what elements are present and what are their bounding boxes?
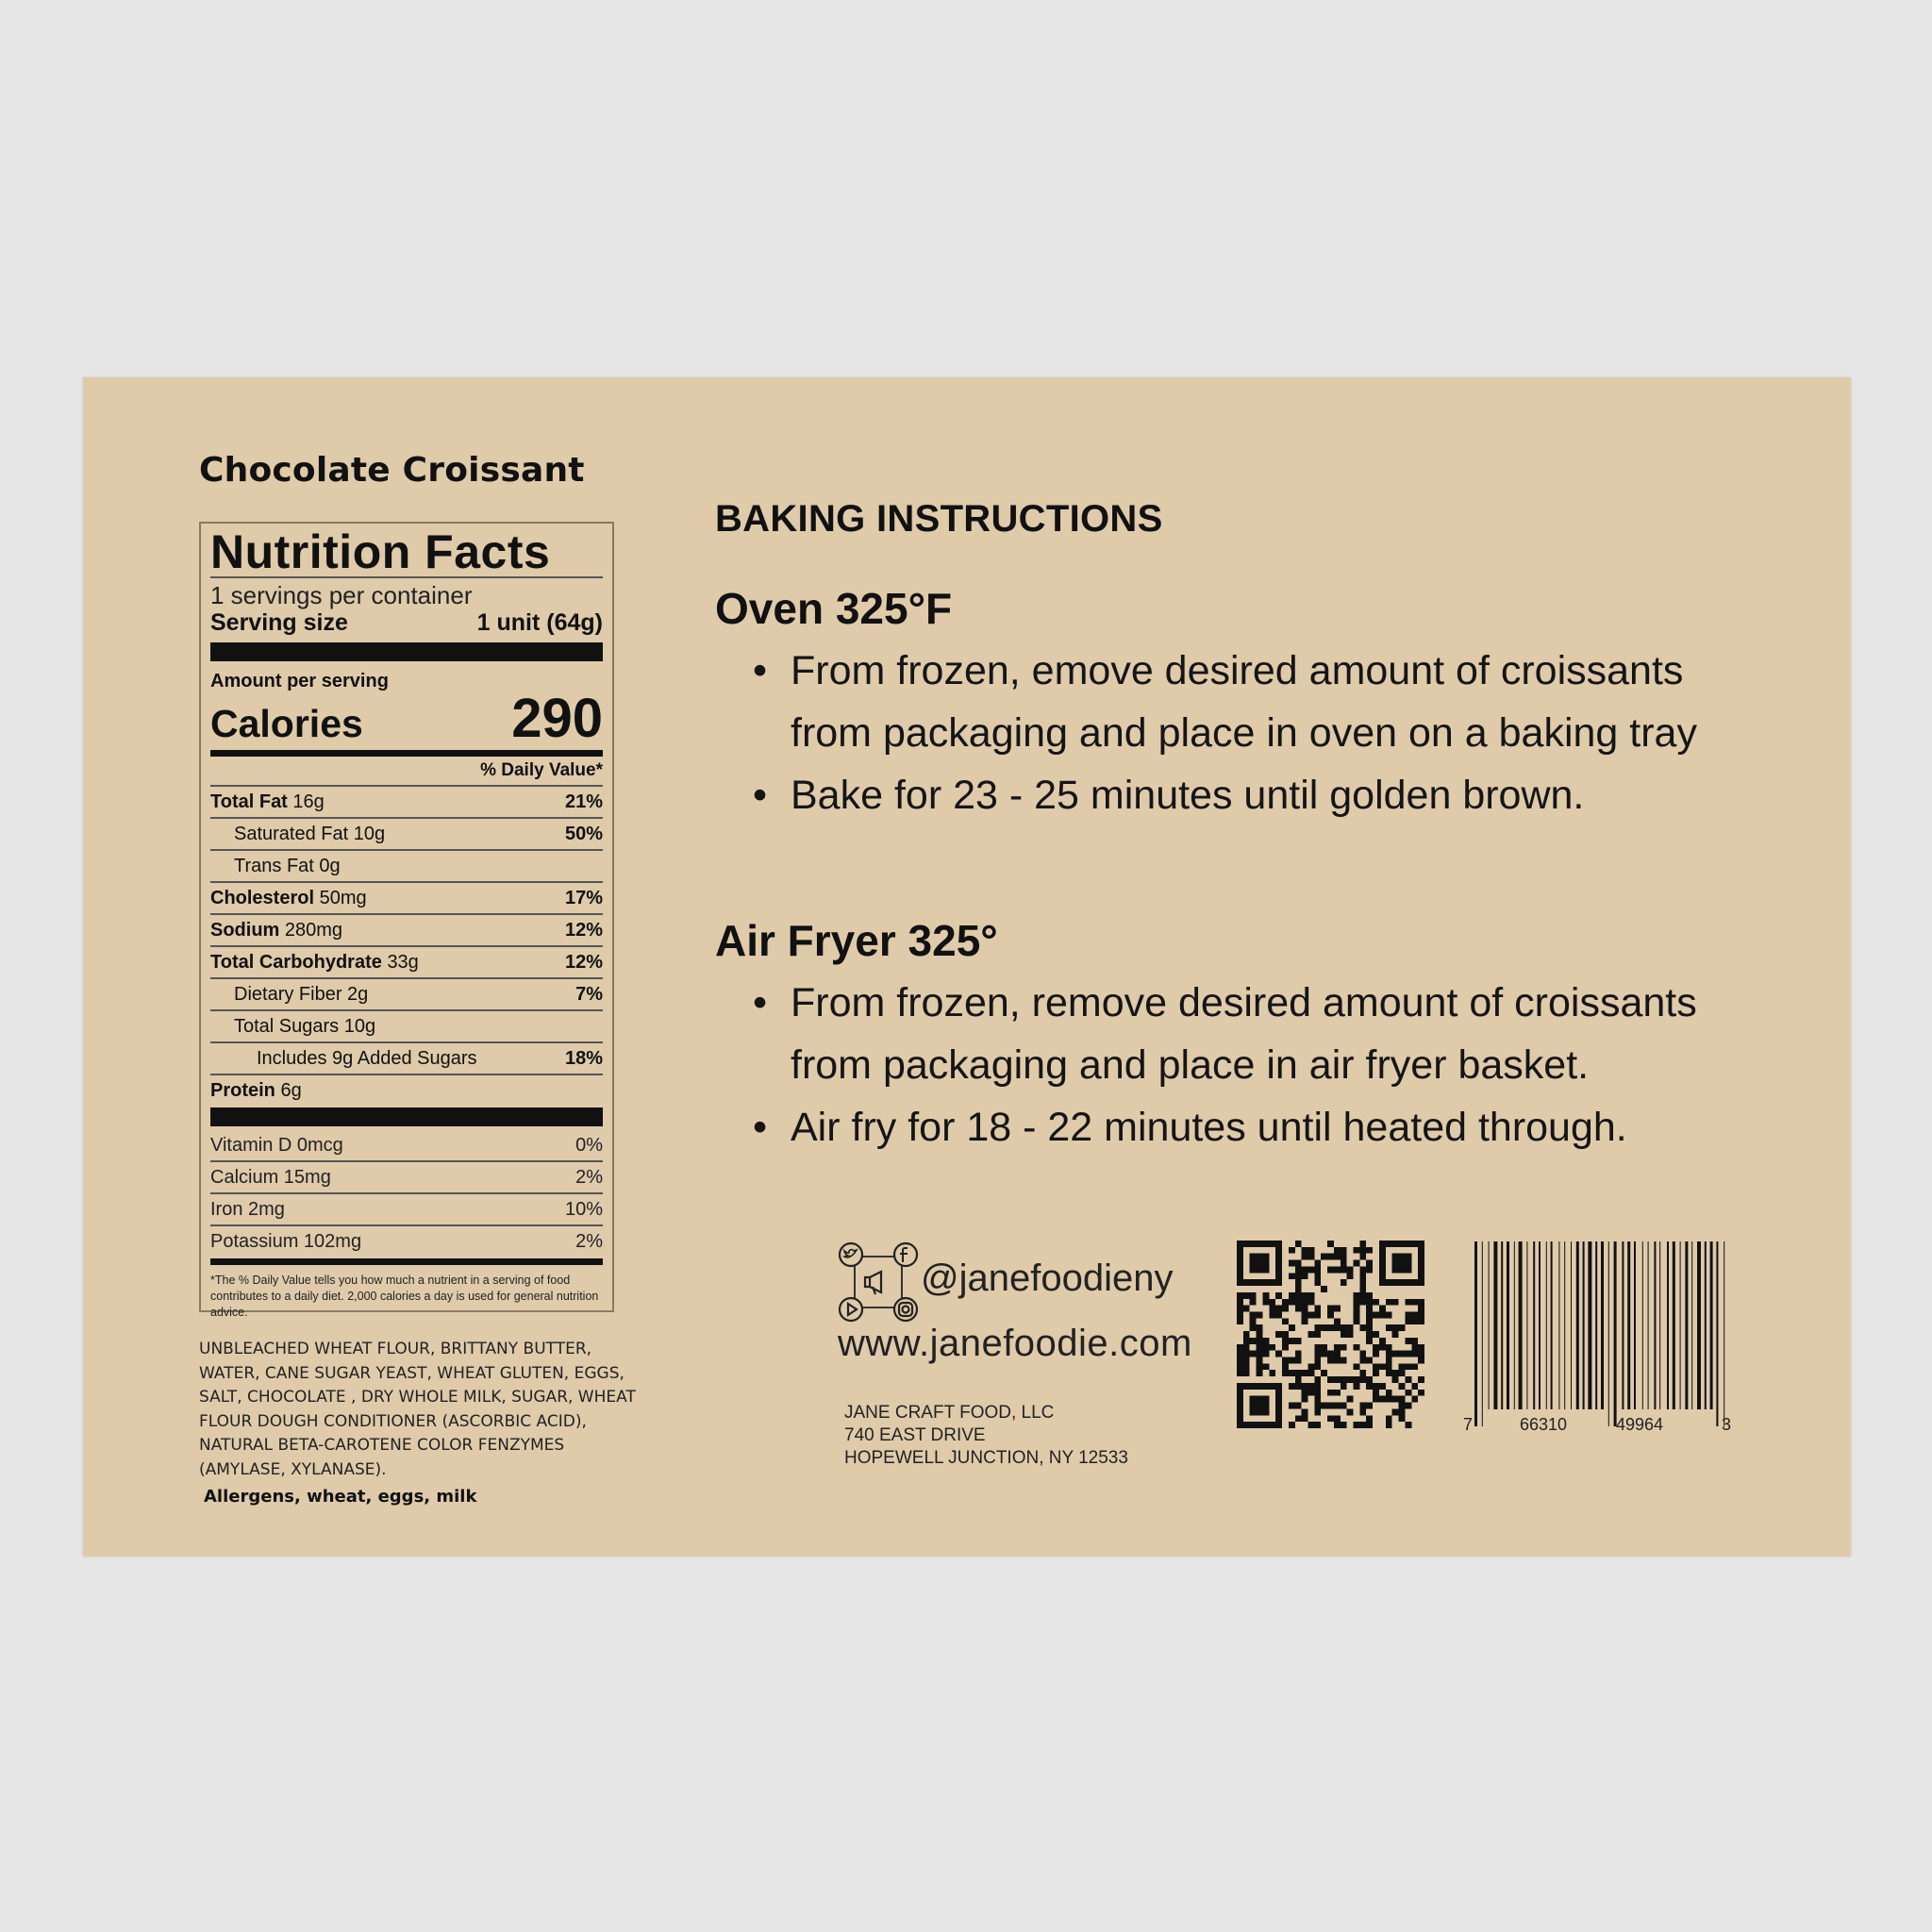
company-address [844, 1402, 1128, 1470]
list-item: • Bake for 23 - 25 minutes until golden brown. [791, 764, 1743, 826]
nutrient-row: Total Sugars 10g [210, 1011, 603, 1043]
list-item: • From frozen, remove desired amount of croissants from packaging and place in air fryer basket. [791, 972, 1743, 1096]
daily-value-header: % Daily Value* [210, 757, 603, 787]
vitamin-row: Potassium 102mg 2% [210, 1230, 603, 1252]
medium-divider [210, 750, 603, 757]
servings-per-container: 1 servings per container [210, 581, 473, 609]
thick-divider [210, 642, 603, 661]
twitter-icon [840, 1243, 862, 1266]
vitamin-row: Vitamin D 0mcg 0% [210, 1130, 603, 1162]
social-icons [836, 1241, 921, 1323]
serving-size-label: Serving size [210, 609, 348, 636]
qr-code[interactable] [1237, 1241, 1424, 1428]
air-fryer-steps [791, 972, 1743, 1158]
medium-divider [210, 1258, 603, 1265]
youtube-icon [840, 1298, 862, 1321]
company-city: HOPEWELL JUNCTION, NY 12533 [844, 1448, 1128, 1468]
barcode-digit: 7 [1463, 1415, 1474, 1430]
amount-per-serving: Amount per serving [210, 671, 389, 691]
thick-divider [210, 1108, 603, 1126]
nutrient-row: Saturated Fat 10g 50% [210, 819, 603, 851]
nutrition-facts-title: Nutrition Facts [210, 525, 551, 578]
calories-label: Calories [210, 702, 363, 745]
nutrient-row: Trans Fat 0g [210, 851, 603, 883]
company-name: JANE CRAFT FOOD, LLC [844, 1403, 1055, 1423]
oven-steps [791, 640, 1743, 826]
barcode-digit: 3 [1722, 1415, 1732, 1430]
nutrient-row: Total Carbohydrate 33g 12% [210, 947, 603, 979]
vitamin-row: Iron 2mg 10% [210, 1194, 603, 1226]
barcode [1457, 1241, 1740, 1430]
serving-size-value: 1 unit (64g) [476, 609, 603, 636]
baking-instructions-heading: BAKING INSTRUCTIONS [715, 498, 1163, 540]
nutrient-row: Includes 9g Added Sugars 18% [210, 1043, 603, 1075]
instagram-icon [894, 1298, 917, 1321]
nutrient-row: Dietary Fiber 2g 7% [210, 979, 603, 1011]
product-name: Chocolate Croissant [199, 451, 585, 490]
air-fryer-heading: Air Fryer 325° [715, 916, 998, 965]
barcode-digit: 66310 [1520, 1415, 1568, 1430]
megaphone-icon [865, 1272, 881, 1294]
oven-heading: Oven 325°F [715, 584, 953, 633]
social-handle: @janefoodieny [921, 1257, 1174, 1299]
website-link[interactable]: www.janefoodie.com [838, 1323, 1192, 1364]
daily-value-footnote: *The % Daily Value tells you how much a nutrient in a serving of food contributes to a daily diet. 2,000 calories a day is used for general nutrition advice. [210, 1274, 599, 1319]
nutrient-row: Cholesterol 50mg 17% [210, 883, 603, 915]
company-street: 740 EAST DRIVE [844, 1425, 986, 1445]
barcode-digit: 49964 [1616, 1415, 1664, 1430]
list-item: • From frozen, emove desired amount of croissants from packaging and place in oven on a baking tray [791, 640, 1743, 764]
nutrient-row: Sodium 280mg 12% [210, 915, 603, 947]
nutrient-row: Total Fat 16g 21% [210, 787, 603, 819]
facebook-icon [894, 1243, 917, 1266]
allergens: Allergens, wheat, eggs, milk [204, 1487, 477, 1507]
list-item: • Air fry for 18 - 22 minutes until heated through. [791, 1096, 1743, 1158]
ingredients-list: UNBLEACHED WHEAT FLOUR, BRITTANY BUTTER, WATER, CANE SUGAR YEAST, WHEAT GLUTEN, EGGS, SALT, CHOCOLATE , DRY WHOLE MILK, SUGAR, WHEAT FLOUR DOUGH CONDITIONER (ASCORBIC ACID), NATURAL BETA-CAROTENE COLOR FENZYMES (AMYLASE, XYLANASE). [199, 1340, 636, 1479]
nutrient-row: Protein 6g [210, 1079, 302, 1101]
calories-value: 290 [511, 688, 603, 749]
vitamin-row: Calcium 15mg 2% [210, 1162, 603, 1194]
calories-row [210, 688, 603, 749]
serving-size-row [210, 608, 603, 637]
nutrition-facts-panel [199, 522, 614, 1319]
